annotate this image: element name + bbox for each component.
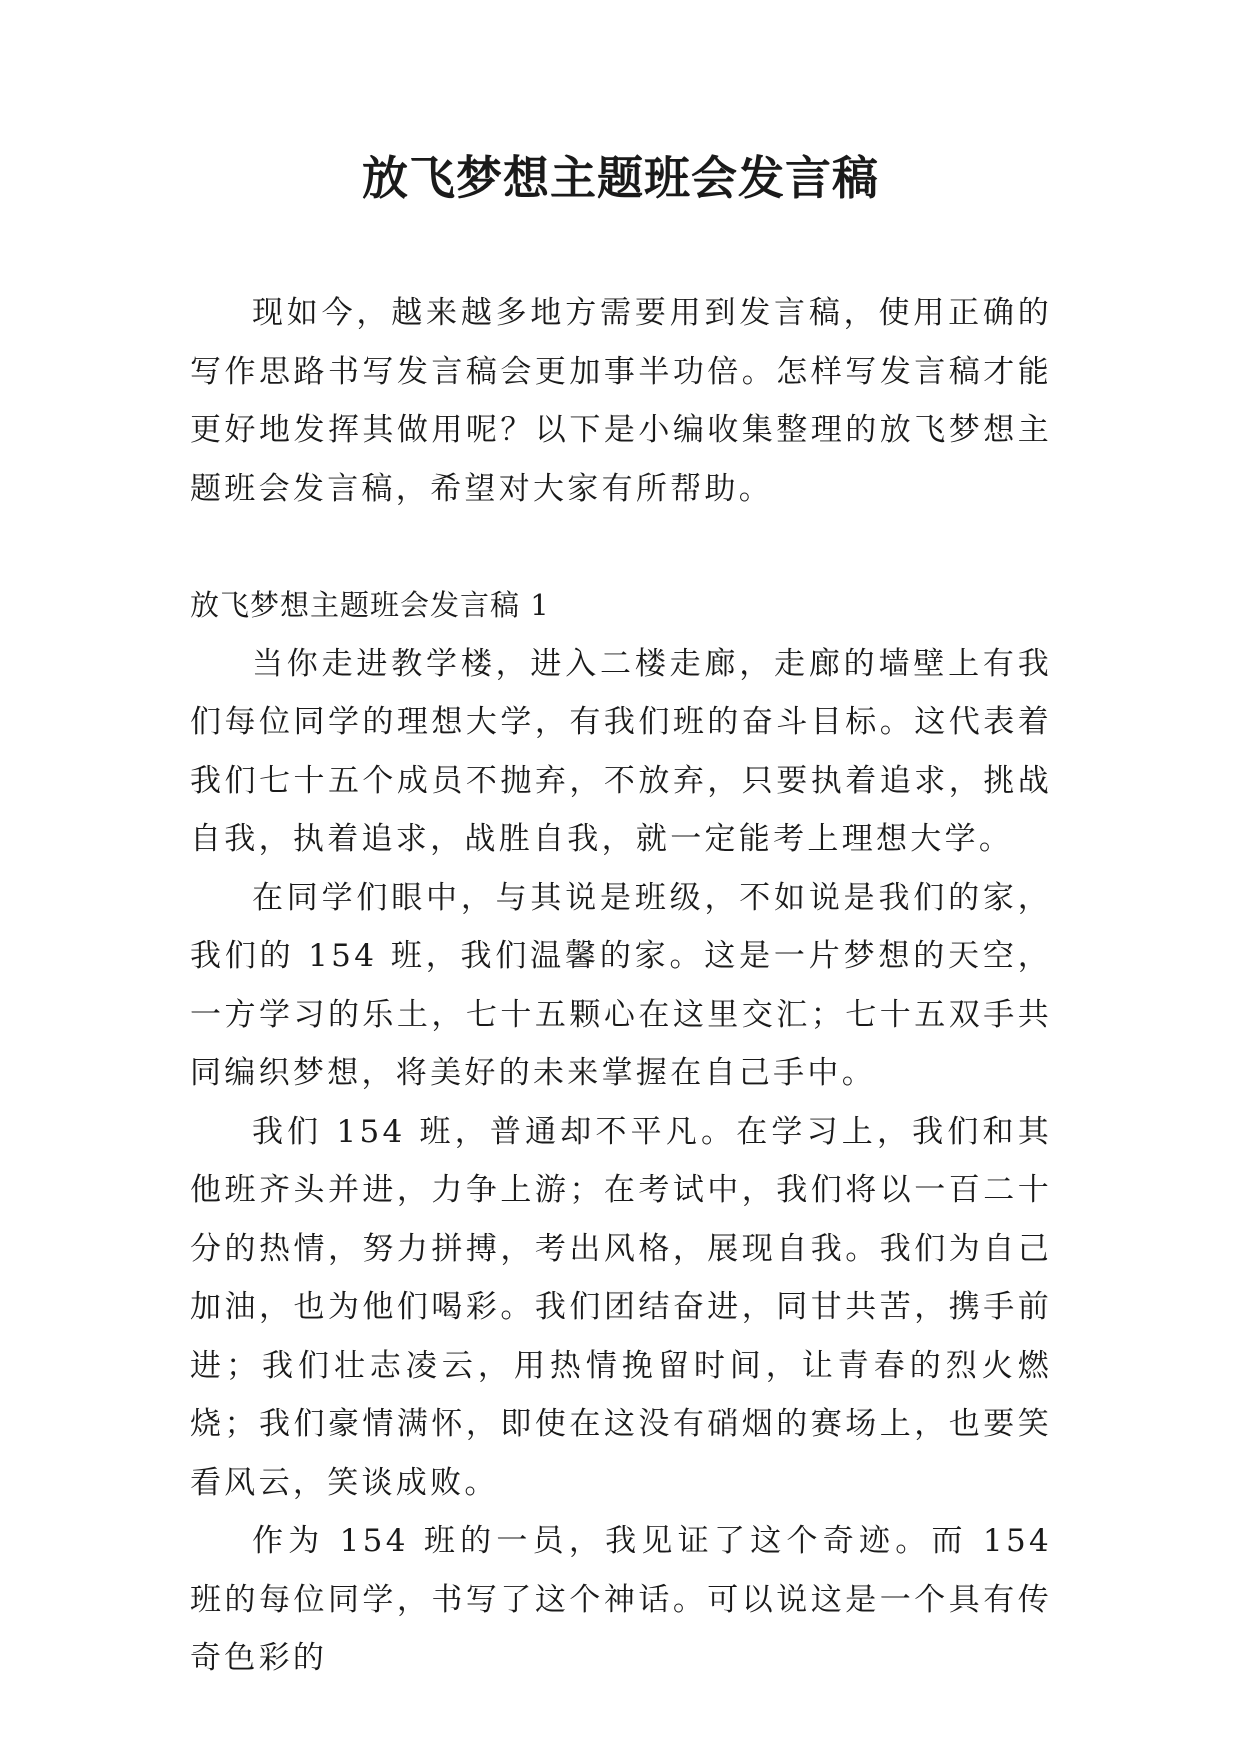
body-paragraph-3: 我们 154 班，普通却不平凡。在学习上，我们和其他班齐头并进，力争上游；在考试中，我们将以一百二十分的热情，努力拼搏，考出风格，展现自我。我们为自己加油，也为他们喝彩。我们团结奋进，同甘共苦，携手前进；我们壮志凌云，用热情挽留时间，让青春的烈火燃烧；我们豪情满怀，即使在这没有硝烟的赛场上，也要笑看风云，笑谈成败。: [190, 1113, 1052, 1501]
body-paragraph-4: 作为 154 班的一员，我见证了这个奇迹。而 154 班的每位同学，书写了这个神话。可以说这是一个具有传奇色彩的: [190, 1523, 1052, 1676]
paragraph-spacer: [190, 518, 1052, 576]
document-body: [190, 284, 1052, 1688]
body-paragraph-1: 当你走进教学楼，进入二楼走廊，走廊的墙壁上有我们每位同学的理想大学，有我们班的奋斗目标。这代表着我们七十五个成员不抛弃，不放弃，只要执着追求，挑战自我，执着追求，战胜自我，就一定能考上理想大学。: [190, 645, 1052, 857]
document-title: 放飞梦想主题班会发言稿: [362, 151, 879, 205]
intro-paragraph: 现如今，越来越多地方需要用到发言稿，使用正确的写作思路书写发言稿会更加事半功倍。怎样写发言稿才能更好地发挥其做用呢？以下是小编收集整理的放飞梦想主题班会发言稿，希望对大家有所帮助。: [190, 295, 1052, 507]
body-paragraph-2: 在同学们眼中，与其说是班级，不如说是我们的家，我们的 154 班，我们温馨的家。这是一片梦想的天空，一方学习的乐土，七十五颗心在这里交汇；七十五双手共同编织梦想，将美好的未来掌握在自己手中。: [190, 879, 1052, 1091]
section-heading: 放飞梦想主题班会发言稿 1: [190, 588, 550, 622]
